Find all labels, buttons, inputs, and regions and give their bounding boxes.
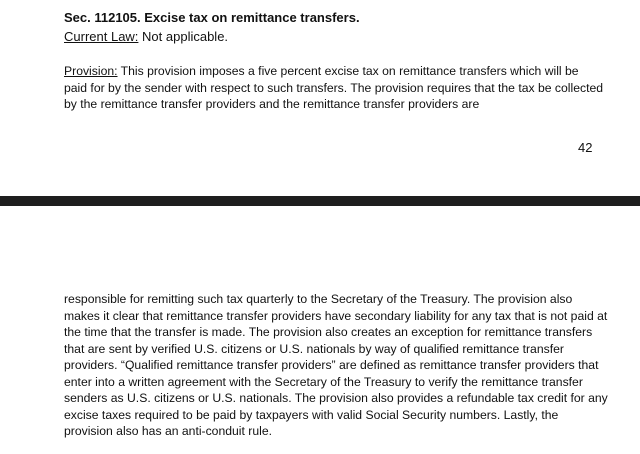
current-law-label: Current Law:: [64, 29, 139, 44]
current-law-line: [64, 28, 228, 45]
document-page-top: [0, 0, 640, 196]
section-heading: Sec. 112105. Excise tax on remittance transfers.: [64, 10, 360, 25]
provision-paragraph: [64, 63, 604, 113]
continued-paragraph: responsible for remitting such tax quarterly to the Secretary of the Treasury. The provision also makes it clear that remittance transfer providers have secondary liability for any tax that is not paid at the time that the transfer is made. The provision also creates an exception for remittance transfers that are sent by verified U.S. citizens or U.S. nationals by way of qualified remittance transfer providers. “Qualified remittance transfer providers” are defined as remittance transfer providers that enter into a written agreement with the Secretary of the Treasury to verify the remittance transfer senders as U.S. citizens or U.S. nationals. The provision also provides a refundable tax credit for any excise taxes required to be paid by taxpayers with valid Social Security numbers. Lastly, the provision also has an anti-conduit rule.: [64, 292, 608, 438]
current-law-text: Not applicable.: [138, 29, 229, 44]
page-number: 42: [578, 140, 593, 155]
page-break-divider: [0, 196, 640, 206]
document-page-bottom: [0, 206, 640, 454]
provision-text: This provision imposes a five percent excise tax on remittance transfers which will be paid for by the sender with respect to such transfers. The provision requires that the tax be collected by the remittance transfer providers and the remittance transfer providers are: [64, 64, 604, 111]
provision-label: Provision:: [64, 64, 118, 78]
